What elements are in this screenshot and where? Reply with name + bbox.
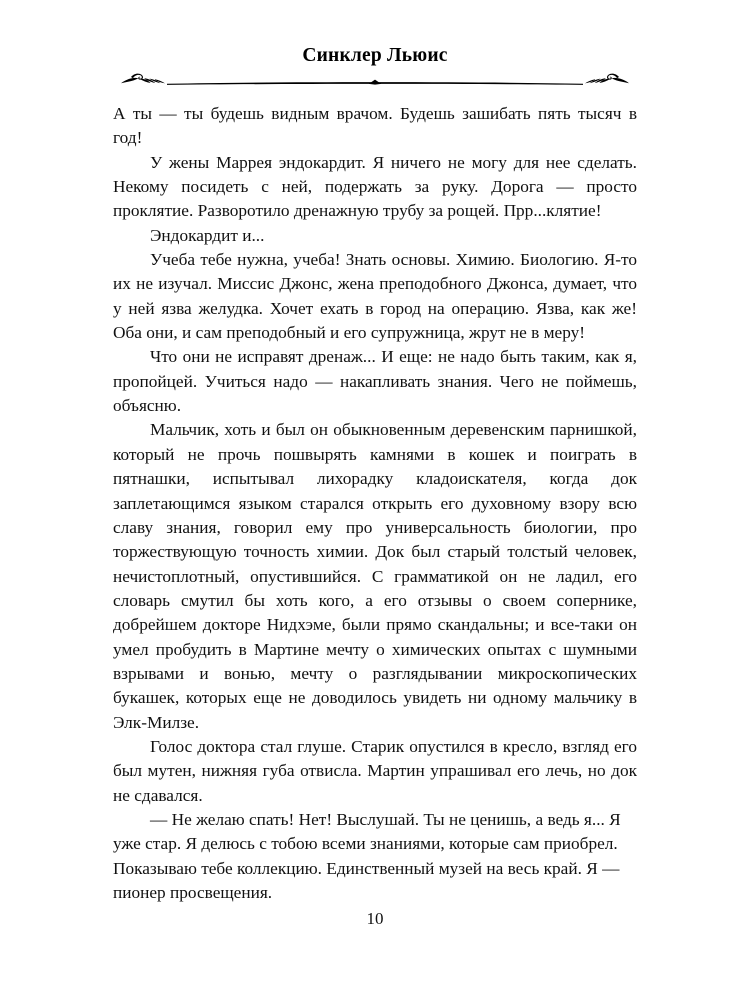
running-head — [113, 44, 637, 86]
flourish-right-ornament — [585, 74, 629, 84]
flourish-left-ornament — [121, 74, 165, 84]
page-number: 10 — [366, 909, 384, 928]
paragraph: Голос доктора стал глуше. Старик опустился в кресло, взгляд его был мутен, нижняя губа отвисла. Мартин упрашивал его лечь, но док не сдавался. — [113, 736, 637, 805]
paragraph: — Не желаю спать! Нет! Выслушай. Ты не ценишь, а ведь я... Я уже стар. Я делюсь с тобою всеми знаниями, которые сам приобрел. Показываю тебе коллекцию. Единственный музей на весь край. Я — пионер просвещения. — [113, 809, 621, 902]
paragraph: Учеба тебе нужна, учеба! Знать основы. Химию. Биологию. Я-то их не изучал. Миссис Джонс, жена преподобного Джонса, думает, что у ней язва желудка. Хочет ехать в город на операцию. Язва, как же! Оба они, и сам преподобный и его супружница, жрут не в меру! — [113, 250, 637, 343]
paragraph: Что они не исправят дренаж... И еще: не надо быть таким, как я, пропойцей. Учиться надо — накапливать знания. Чего не поймешь, объясню. — [113, 347, 637, 416]
running-head-author: Синклер Льюис — [302, 45, 448, 66]
paragraph: У жены Маррея эндокардит. Я ничего не могу для нее сделать. Некому посидеть с ней, подержать за руку. Дорога — просто проклятие. Разворотило дренажную трубу за рощей. Прр...клятие! — [113, 152, 637, 221]
paragraph: Эндокардит и... — [150, 225, 265, 245]
body-text — [113, 102, 637, 905]
running-head-ornamental-rule — [113, 72, 637, 86]
paragraph: Мальчик, хоть и был он обыкновенным деревенским парнишкой, который не прочь пошвырять камнями в кошек и поиграть в пятнашки, испытывал лихорадку кладоискателя, когда док заплетающимся языком старался открыть его духовному взору всю славу знания, говорил ему про универсальность биологии, про торжествующую точность химии. Док был старый толстый человек, нечистоплотный, опустившийся. С грамматикой он не ладил, его словарь смутил бы хоть кого, а его отзывы о своем сопернике, добрейшем докторе Нидхэме, были прямо скандальны; и все-таки он умел пробудить в Мартине мечту о химических опытах с шумными взрывами и вонью, мечту о разглядывании микроскопических букашек, которых еще не доводилось увидеть ни одному мальчику в Элк-Милзе. — [113, 420, 637, 732]
paragraph: А ты — ты будешь видным врачом. Будешь зашибать пять тысяч в год! — [113, 104, 637, 148]
